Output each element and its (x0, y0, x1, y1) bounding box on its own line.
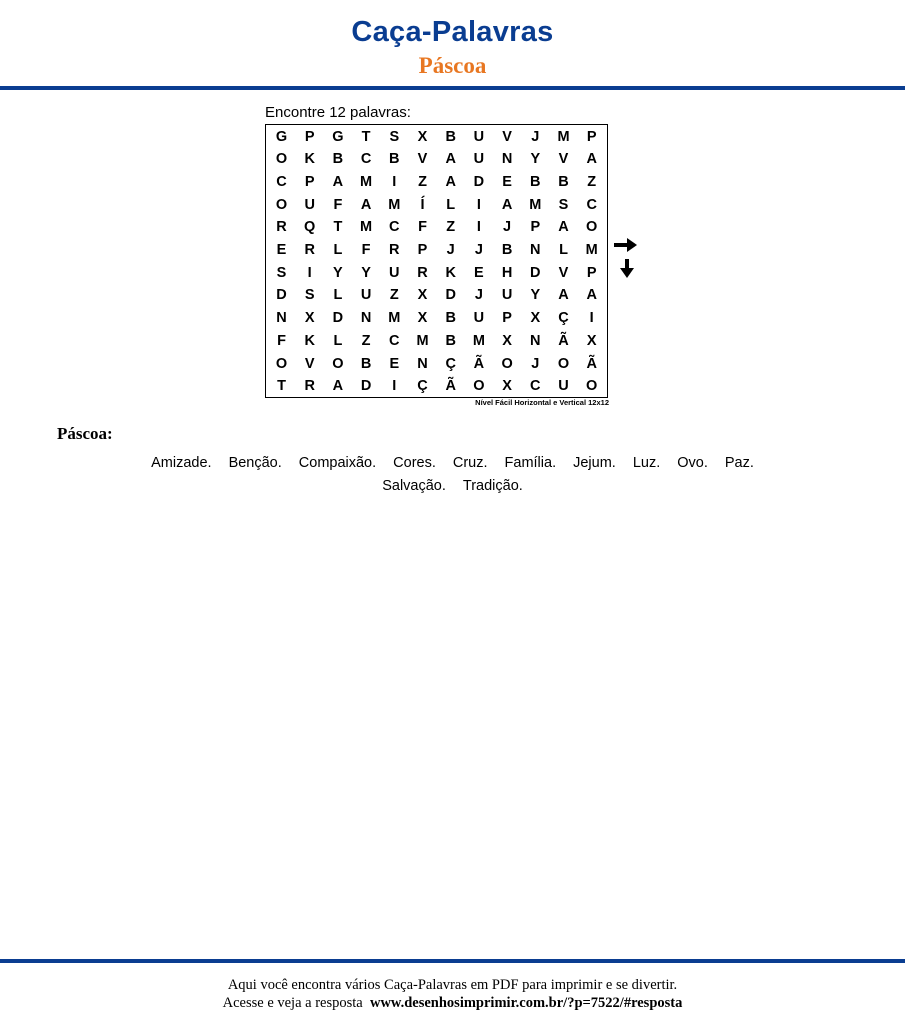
footer-line-1: Aqui você encontra vários Caça-Palavras em PDF para imprimir e se divertir. (227, 977, 678, 993)
grid-cell: D (445, 287, 456, 304)
word-item: Amizade. (151, 455, 212, 471)
grid-cell: F (361, 242, 371, 258)
grid-cell: Q (304, 219, 316, 236)
grid-cell: F (277, 332, 286, 349)
grid-cell: Y (361, 264, 371, 281)
grid-cell: X (530, 310, 541, 327)
grid-row (266, 353, 607, 376)
grid-cell: A (558, 287, 569, 304)
grid-cell: R (304, 378, 315, 395)
grid-cell: T (333, 219, 343, 236)
grid-cell: V (558, 264, 569, 281)
grid-cell: A (445, 173, 456, 190)
grid-cell: V (417, 151, 428, 168)
grid-cell: T (277, 378, 286, 395)
grid-cell: O (275, 151, 288, 168)
grid-cell: A (586, 287, 597, 304)
grid-row (266, 307, 607, 330)
grid-cell: G (332, 128, 344, 145)
grid-cell: S (276, 264, 287, 281)
grid-cell: E (502, 173, 512, 190)
word-item: Cores. (393, 455, 436, 471)
grid-row (266, 126, 607, 149)
grid-cell: P (417, 242, 428, 258)
grid-cell: E (389, 355, 400, 372)
grid-cell: A (558, 219, 569, 236)
grid-cell: P (304, 128, 315, 145)
grid-cell: Z (418, 173, 427, 190)
grid-cell: O (557, 355, 570, 372)
grid-cell: A (332, 378, 344, 395)
grid-cell: I (476, 219, 481, 236)
grid-cell: X (502, 378, 512, 395)
grid-cell: B (332, 151, 344, 168)
grid-cell: R (417, 264, 428, 281)
grid-cell: P (502, 310, 512, 327)
grid-cell: I (589, 310, 594, 327)
grid-cell: X (502, 332, 512, 349)
grid-cell: Y (333, 264, 343, 281)
grid-cell: P (586, 128, 597, 145)
grid-cell: J (474, 287, 483, 304)
word-list (0, 452, 905, 498)
grid-cell: J (446, 242, 455, 258)
grid-cell: P (530, 219, 541, 236)
grid-cell: I (392, 173, 397, 190)
grid-cell: O (473, 378, 485, 395)
grid-cell: X (417, 128, 428, 145)
arrow-right-icon (614, 237, 638, 253)
grid-cell: J (474, 242, 483, 258)
grid-cell: X (586, 332, 597, 349)
word-list-title: Páscoa: (57, 424, 113, 443)
word-item: Família. (504, 455, 557, 471)
grid-cell: I (307, 264, 312, 281)
grid-cell: L (333, 242, 343, 258)
grid-cell: O (275, 355, 288, 372)
grid-cell: Ã (473, 355, 485, 372)
grid-cell: M (360, 173, 373, 190)
word-search-grid (265, 124, 608, 398)
grid-cell: B (445, 332, 456, 349)
grid-cell: P (304, 173, 315, 190)
grid-cell: B (530, 173, 541, 190)
grid-cell: L (333, 287, 343, 304)
grid-cell: O (586, 219, 598, 236)
grid-cell: Y (530, 287, 541, 304)
grid-cell: O (501, 355, 513, 372)
grid-cell: Z (361, 332, 371, 349)
grid-cell: K (304, 151, 315, 168)
grid-row (266, 216, 607, 239)
grid-cell: C (389, 219, 400, 236)
grid-cell: N (360, 310, 372, 327)
difficulty-note: Nível Fácil Horizontal e Vertical 12x12 (475, 398, 609, 407)
grid-cell: Í (420, 196, 425, 213)
grid-cell: X (417, 310, 428, 327)
grid-cell: B (558, 173, 569, 190)
grid-cell: C (276, 173, 287, 190)
word-item: Paz. (724, 455, 754, 471)
grid-cell: U (473, 128, 485, 145)
grid-cell: V (304, 355, 315, 372)
grid-cell: O (275, 196, 288, 213)
grid-cell: M (472, 332, 485, 349)
page-subtitle: Páscoa (418, 53, 487, 78)
grid-cell: G (275, 128, 288, 145)
grid-cell: H (501, 264, 513, 281)
puzzle-instructions: Encontre 12 palavras: (265, 104, 411, 121)
grid-cell: C (360, 151, 372, 168)
grid-cell: V (558, 151, 569, 168)
word-item: Benção. (228, 455, 282, 471)
grid-cell: M (388, 196, 401, 213)
arrow-down-icon (619, 259, 635, 279)
word-item: Cruz. (452, 455, 488, 471)
grid-cell: Z (389, 287, 399, 304)
grid-cell: A (586, 151, 597, 168)
header-divider (0, 86, 905, 90)
grid-cell: Z (446, 219, 456, 236)
grid-cell: T (361, 128, 371, 145)
grid-cell: U (558, 378, 569, 395)
footer (0, 976, 905, 1012)
grid-row (266, 239, 607, 262)
grid-cell: N (417, 355, 428, 372)
grid-cell: R (389, 242, 400, 258)
grid-row (266, 375, 607, 398)
grid-cell: Ã (558, 332, 569, 349)
grid-cell: E (474, 264, 484, 281)
grid-cell: A (332, 173, 344, 190)
grid-cell: A (360, 196, 372, 213)
grid-cell: D (530, 264, 541, 281)
grid-cell: S (558, 196, 569, 213)
word-list-line (0, 452, 905, 475)
grid-cell: Ç (558, 310, 569, 327)
grid-cell: P (586, 264, 597, 281)
grid-cell: U (501, 287, 513, 304)
grid-cell: A (445, 151, 456, 168)
grid-cell: Ã (586, 355, 597, 372)
grid-cell: U (473, 151, 485, 168)
grid-cell: C (530, 378, 541, 395)
grid-cell: B (501, 242, 513, 258)
grid-cell: F (333, 196, 343, 213)
grid-cell: S (389, 128, 400, 145)
grid-cell: I (476, 196, 481, 213)
grid-cell: N (530, 242, 541, 258)
grid-cell: A (501, 196, 513, 213)
grid-cell: Ç (445, 355, 456, 372)
grid-cell: D (276, 287, 287, 304)
grid-cell: J (503, 219, 512, 236)
grid-cell: N (530, 332, 541, 349)
grid-cell: K (304, 332, 315, 349)
grid-cell: Ã (445, 378, 456, 395)
grid-cell: M (388, 310, 401, 327)
word-item: Tradição. (462, 478, 523, 494)
grid-cell: M (360, 219, 373, 236)
grid-cell: B (360, 355, 372, 372)
grid-cell: L (559, 242, 568, 258)
grid-cell: I (392, 378, 397, 395)
grid-cell: D (473, 173, 485, 190)
grid-cell: K (445, 264, 456, 281)
grid-cell: R (276, 219, 287, 236)
grid-cell: B (445, 128, 456, 145)
grid-cell: L (446, 196, 456, 213)
grid-cell: D (360, 378, 372, 395)
grid-row (266, 148, 607, 171)
grid-cell: U (304, 196, 315, 213)
grid-cell: Y (530, 151, 541, 168)
word-item: Luz. (632, 455, 661, 471)
grid-cell: E (276, 242, 287, 258)
grid-cell: J (531, 128, 540, 145)
grid-cell: M (585, 242, 598, 258)
grid-cell: L (333, 332, 343, 349)
grid-cell: J (531, 355, 540, 372)
grid-cell: C (389, 332, 400, 349)
grid-row (266, 262, 607, 285)
word-list-line (0, 475, 905, 498)
grid-cell: X (304, 310, 315, 327)
grid-cell: X (417, 287, 428, 304)
grid-cell: M (557, 128, 570, 145)
grid-row (266, 330, 607, 353)
grid-cell: U (389, 264, 400, 281)
page-title: Caça-Palavras (351, 16, 554, 48)
grid-cell: Z (587, 173, 597, 190)
grid-cell: F (418, 219, 427, 236)
grid-row (266, 171, 607, 194)
footer-line-2-prefix: Acesse e veja a resposta (222, 995, 363, 1011)
grid-row (266, 284, 607, 307)
footer-divider (0, 959, 905, 963)
answer-link[interactable]: www.desenhosimprimir.com.br/?p=7522/#resposta (369, 995, 683, 1011)
grid-cell: N (501, 151, 513, 168)
grid-cell: O (332, 355, 344, 372)
grid-cell: R (304, 242, 315, 258)
grid-cell: N (276, 310, 287, 327)
grid-cell: M (529, 196, 542, 213)
word-item: Compaixão. (298, 455, 377, 471)
grid-cell: B (445, 310, 456, 327)
grid-cell: M (416, 332, 429, 349)
word-item: Ovo. (677, 455, 708, 471)
grid-cell: C (586, 196, 597, 213)
grid-cell: O (586, 378, 598, 395)
grid-cell: Ç (417, 378, 428, 395)
grid-cell: B (389, 151, 400, 168)
grid-cell: S (304, 287, 315, 304)
word-item: Jejum. (573, 455, 616, 471)
word-item: Salvação. (382, 478, 446, 494)
grid-cell: V (502, 128, 512, 145)
grid-cell: D (332, 310, 344, 327)
grid-cell: U (473, 310, 485, 327)
grid-row (266, 194, 607, 217)
footer-line-2 (0, 994, 905, 1012)
grid-cell: U (360, 287, 372, 304)
